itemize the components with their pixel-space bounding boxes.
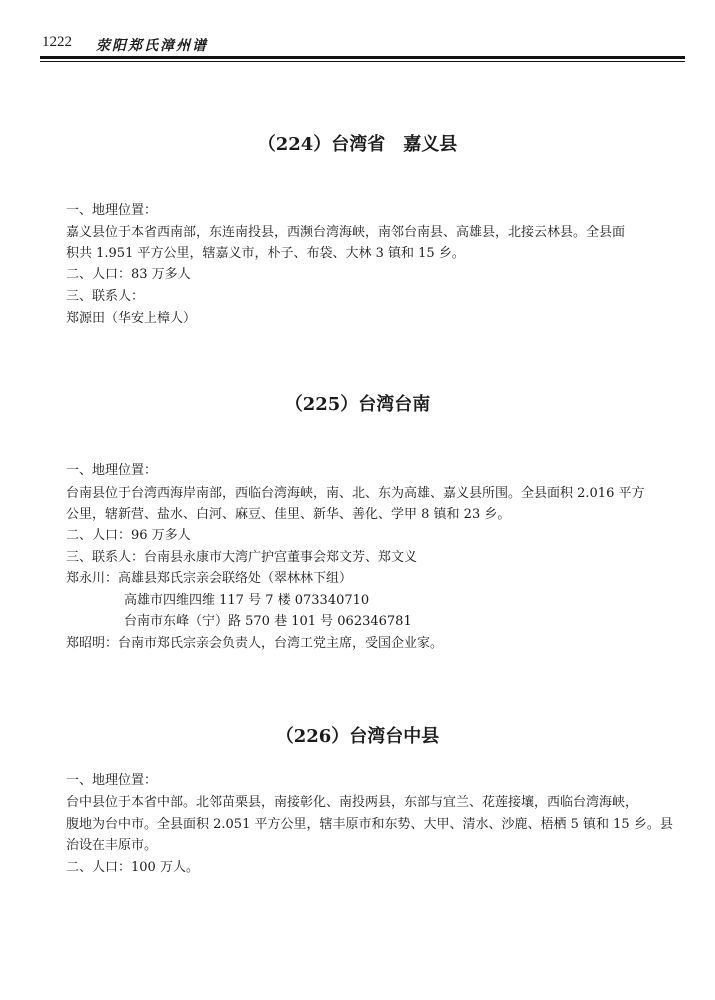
section-title: （224）台湾省 嘉义县 xyxy=(257,134,458,155)
page-header xyxy=(42,26,682,56)
section-line: 二、人口：96 万多人 xyxy=(66,528,191,543)
section-line: 一、地理位置： xyxy=(66,203,158,218)
page-number: 1222 xyxy=(42,34,72,50)
section-line: 二、人口：100 万人。 xyxy=(66,860,199,875)
section-title: （225）台湾台南 xyxy=(284,394,431,415)
section-line: 台中县位于本省中部。北邻苗栗县，南接彰化、南投两县，东部与宜兰、花莲接壤，西临台湾海峡， xyxy=(66,795,639,810)
section-line: 郑昭明：台南市郑氏宗亲会负责人，台湾工党主席，受国企业家。 xyxy=(66,636,444,651)
header-rule-thick xyxy=(40,56,685,59)
section-line: 台南县位于台湾西海岸南部，西临台湾海峡，南、北、东为高雄、嘉义县所围。全县面积 2.016 平方 xyxy=(66,486,645,501)
section-line: 一、地理位置： xyxy=(66,463,158,478)
section-line: 郑永川：高雄县郑氏宗亲会联络处（翠林林下组） xyxy=(66,571,353,586)
section-line: 腹地为台中市。全县面积 2.051 平方公里，辖丰原市和东势、大甲、清水、沙鹿、梧栖 5 镇和 15 乡。县 xyxy=(66,817,673,832)
section-line: 三、联系人：台南县永康市大湾广护宫董事会郑文芳、郑文义 xyxy=(66,550,418,565)
section-line: 郑源田（华安上樟人） xyxy=(66,311,197,326)
header-rule-thin xyxy=(40,61,685,62)
section-line: 三、联系人： xyxy=(66,289,145,304)
section-line: 台南市东峰（宁）路 570 巷 101 号 062346781 xyxy=(124,614,412,629)
section-line: 治设在丰原市。 xyxy=(66,838,158,853)
section-line: 嘉义县位于本省西南部，东连南投县，西濒台湾海峡，南邻台南县、高雄县，北接云林县。全县面 xyxy=(66,225,626,240)
section-line: 公里，辖新营、盐水、白河、麻豆、佳里、新华、善化、学甲 8 镇和 23 乡。 xyxy=(66,507,511,522)
section-line: 积共 1.951 平方公里，辖嘉义市，朴子、布袋、大林 3 镇和 15 乡。 xyxy=(66,246,465,261)
section-line: 一、地理位置： xyxy=(66,773,158,788)
section-line: 高雄市四维四维 117 号 7 楼 073340710 xyxy=(124,593,370,608)
section-line: 二、人口：83 万多人 xyxy=(66,267,191,282)
book-title: 荥阳郑氏漳州谱 xyxy=(96,38,208,54)
section-title: （226）台湾台中县 xyxy=(275,726,440,747)
